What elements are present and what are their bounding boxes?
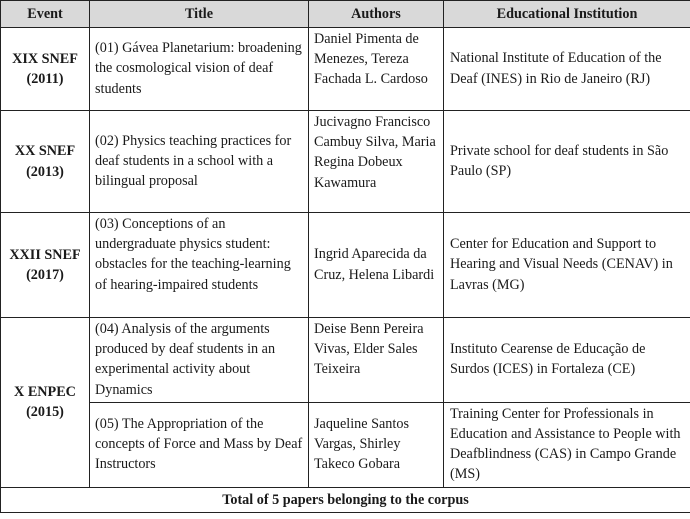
event-cell: XXII SNEF (2017) (1, 213, 90, 318)
title-cell: (02) Physics teaching practices for deaf students in a school with a bilingual proposal (90, 111, 309, 213)
table-body (1, 28, 690, 488)
header-authors: Authors (309, 1, 444, 28)
title-cell: (01) Gávea Planetarium: broadening the cosmological vision of deaf students (90, 28, 309, 111)
header-title: Title (90, 1, 309, 28)
event-cell: X ENPEC (2015) (1, 318, 90, 488)
institution-cell: Instituto Cearense de Educação de Surdos (ICES) in Fortaleza (CE) (444, 318, 690, 403)
authors-cell: Jucivagno Francisco Cambuy Silva, Maria Regina Dobeux Kawamura (309, 111, 444, 213)
institution-cell: National Institute of Education of the Deaf (INES) in Rio de Janeiro (RJ) (444, 28, 690, 111)
table-row (1, 318, 690, 403)
authors-cell: Ingrid Aparecida da Cruz, Helena Libardi (309, 213, 444, 318)
authors-cell: Deise Benn Pereira Vivas, Elder Sales Teixeira (309, 318, 444, 403)
institution-cell: Private school for deaf students in São Paulo (SP) (444, 111, 690, 213)
title-cell: (04) Analysis of the arguments produced by deaf students in an experimental activity about Dynamics (90, 318, 309, 403)
table-row (1, 111, 690, 213)
authors-cell: Jaqueline Santos Vargas, Shirley Takeco Gobara (309, 402, 444, 487)
title-cell: (03) Conceptions of an undergraduate physics student: obstacles for the teaching-learning of hearing-impaired students (90, 213, 309, 318)
table-row (1, 402, 690, 487)
header-event: Event (1, 1, 90, 28)
event-cell: XIX SNEF (2011) (1, 28, 90, 111)
institution-cell: Training Center for Professionals in Education and Assistance to People with Deafblindness (CAS) in Campo Grande (MS) (444, 402, 690, 487)
table-header (1, 1, 690, 28)
header-institution: Educational Institution (444, 1, 690, 28)
table-row (1, 28, 690, 111)
table-row (1, 213, 690, 318)
table-footer (1, 487, 690, 512)
institution-cell: Center for Education and Support to Hearing and Visual Needs (CENAV) in Lavras (MG) (444, 213, 690, 318)
footer-row (1, 487, 690, 512)
title-cell: (05) The Appropriation of the concepts of Force and Mass by Deaf Instructors (90, 402, 309, 487)
event-cell: XX SNEF (2013) (1, 111, 90, 213)
authors-cell: Daniel Pimenta de Menezes, Tereza Fachada L. Cardoso (309, 28, 444, 111)
header-row (1, 1, 690, 28)
total-papers-note: Total of 5 papers belonging to the corpus (1, 487, 690, 512)
